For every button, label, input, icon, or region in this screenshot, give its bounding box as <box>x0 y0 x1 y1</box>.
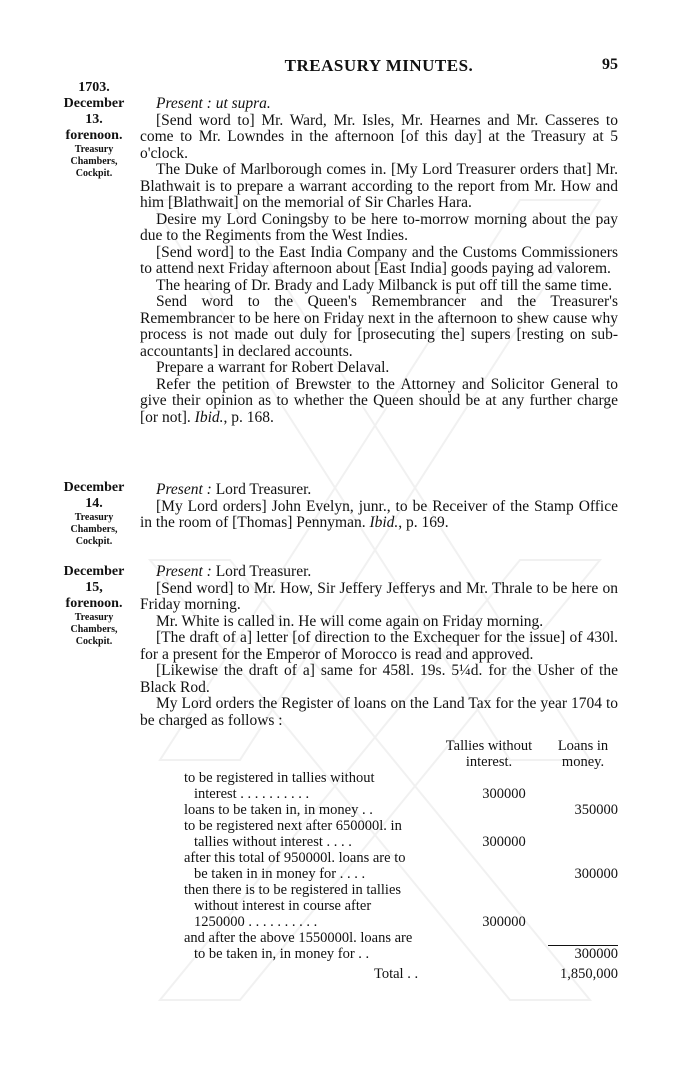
paragraph-text: Refer the petition of Brewster to the Attorney and Solicitor General to give their opinion as to whether the Queen should be at any further charge [or not]. <box>140 375 618 426</box>
page-header <box>140 56 618 80</box>
present-label: Present : <box>156 481 212 498</box>
row-line: to be registered next after 650000l. in <box>184 818 402 834</box>
margin-note-1 <box>52 80 136 180</box>
margin-day: 14. <box>85 496 103 511</box>
column-header-tallies <box>436 738 542 770</box>
reference-ibid: Ibid. <box>194 408 224 426</box>
paragraph: Prepare a warrant for Robert Delaval. <box>156 359 390 376</box>
cell-tallies: 300000 <box>482 786 526 802</box>
total-value: 1,850,000 <box>560 966 618 982</box>
present-label: Present : <box>156 95 212 112</box>
column-header-line: Tallies without <box>445 738 533 754</box>
total-label: Total . . <box>374 966 419 982</box>
paragraph: [Send word] to Mr. How, Sir Jeffery Jefferys and Mr. Thrale to be here on Friday morning. <box>140 579 618 613</box>
row-description <box>184 802 454 818</box>
margin-date: December <box>63 564 125 579</box>
row-line: to be taken in, in money for . . <box>194 946 370 962</box>
row-line: interest . . . . . . . . . . <box>194 786 310 802</box>
margin-place: Chambers, <box>70 156 118 167</box>
paragraph <box>140 377 618 427</box>
margin-time: forenoon. <box>65 128 123 143</box>
column-header-line: Loans in <box>557 738 609 754</box>
row-line: 1250000 . . . . . . . . . . <box>194 914 318 930</box>
margin-place: Treasury <box>74 612 114 623</box>
present-value: Lord Treasurer. <box>211 563 312 580</box>
present-line <box>140 564 618 581</box>
margin-place: Chambers, <box>70 524 118 535</box>
cell-tallies: 300000 <box>482 914 526 930</box>
cell-loans: 350000 <box>574 802 618 818</box>
row-description <box>184 930 454 962</box>
margin-place: Cockpit. <box>75 536 113 547</box>
row-line: then there is to be registered in tallies <box>184 882 402 898</box>
paragraph-text: [My Lord orders] John Evelyn, junr., to be Receiver of the Stamp Office in the room of [Thomas] Pennyman. <box>140 497 618 531</box>
paragraph: [Send word] to the East India Company and the Customs Commissioners to attend next Friday afternoon about [East India] goods paying ad valorem. <box>140 243 618 277</box>
running-title: TREASURY MINUTES. <box>284 56 474 75</box>
column-header-line: money. <box>561 754 605 770</box>
margin-place: Treasury <box>74 144 114 155</box>
margin-place: Chambers, <box>70 624 118 635</box>
paragraph: Desire my Lord Coningsby to be here to-morrow morning about the pay due to the Regiments from the West Indies. <box>140 210 618 244</box>
margin-place: Cockpit. <box>75 168 113 179</box>
cell-loans: 300000 <box>548 945 618 962</box>
paragraph: [Likewise the draft of a] same for 458l. 19s. 5¼d. for the Usher of the Black Rod. <box>140 662 618 696</box>
row-description <box>184 850 454 882</box>
row-line: without interest in course after <box>194 898 372 914</box>
entry-3-body <box>140 564 618 729</box>
reference-ibid: Ibid. <box>369 514 399 531</box>
margin-note-2 <box>52 480 136 548</box>
margin-day: 15, <box>85 580 103 595</box>
row-line: to be registered in tallies without <box>184 770 375 786</box>
present-value: ut supra. <box>211 95 271 112</box>
row-line: and after the above 1550000l. loans are <box>184 930 413 946</box>
paragraph: [Send word to] Mr. Ward, Mr. Isles, Mr. Hearnes and Mr. Casseres to come to Mr. Lowndes in the afternoon [of this day] at the Treasury at 5 o'clock. <box>140 111 618 162</box>
paragraph: My Lord orders the Register of loans on the Land Tax for the year 1704 to be charged as follows : <box>140 695 618 729</box>
row-line: loans to be taken in, in money . . <box>184 802 373 818</box>
reference-page: , p. 169. <box>398 514 449 531</box>
paragraph: [The draft of a] letter [of direction to the Exchequer for the issue] of 430l. for a present for the Emperor of Morocco is read and approved. <box>140 629 618 663</box>
margin-day: 13. <box>85 112 103 127</box>
row-line: after this total of 950000l. loans are to <box>184 850 406 866</box>
margin-time: forenoon. <box>65 596 123 611</box>
paragraph: Mr. White is called in. He will come again on Friday morning. <box>156 612 544 630</box>
paragraph: The hearing of Dr. Brady and Lady Milbanck is put off till the same time. <box>156 276 612 294</box>
loan-register-table <box>140 738 618 988</box>
margin-date: December <box>63 480 125 495</box>
present-value: Lord Treasurer. <box>211 481 312 498</box>
entry-1-body <box>140 96 618 426</box>
cell-loans: 300000 <box>574 866 618 882</box>
paragraph: The Duke of Marlborough comes in. [My Lord Treasurer orders that] Mr. Blathwait is to prepare a warrant according to the report from Mr. How and him [Blathwait] on the memorial of Sir Charles Hara. <box>140 161 618 211</box>
margin-note-3 <box>52 564 136 648</box>
margin-place: Treasury <box>74 512 114 523</box>
row-description <box>184 882 454 930</box>
margin-date: December <box>63 96 125 111</box>
present-label: Present : <box>156 563 212 580</box>
entry-2-body <box>140 482 618 532</box>
column-header-line: interest. <box>465 754 513 770</box>
page-number: 95 <box>602 56 618 73</box>
row-line: tallies without interest . . . . <box>194 834 352 850</box>
cell-tallies: 300000 <box>482 834 526 850</box>
column-header-loans <box>548 738 618 770</box>
row-line: be taken in in money for . . . . <box>194 866 366 882</box>
margin-place: Cockpit. <box>75 636 113 647</box>
margin-year: 1703. <box>78 80 110 95</box>
reference-page: , p. 168. <box>223 408 274 426</box>
present-line <box>140 482 618 499</box>
present-line <box>140 96 618 113</box>
paragraph: Send word to the Queen's Remembrancer and the Treasurer's Remembrancer to be here on Friday next in the afternoon to shew cause why process is not made out duly for [prosecuting the] supers [resting on sub-accountants] in declared accounts. <box>140 293 618 360</box>
row-description <box>184 818 454 850</box>
row-description <box>184 770 454 802</box>
paragraph <box>140 499 618 532</box>
